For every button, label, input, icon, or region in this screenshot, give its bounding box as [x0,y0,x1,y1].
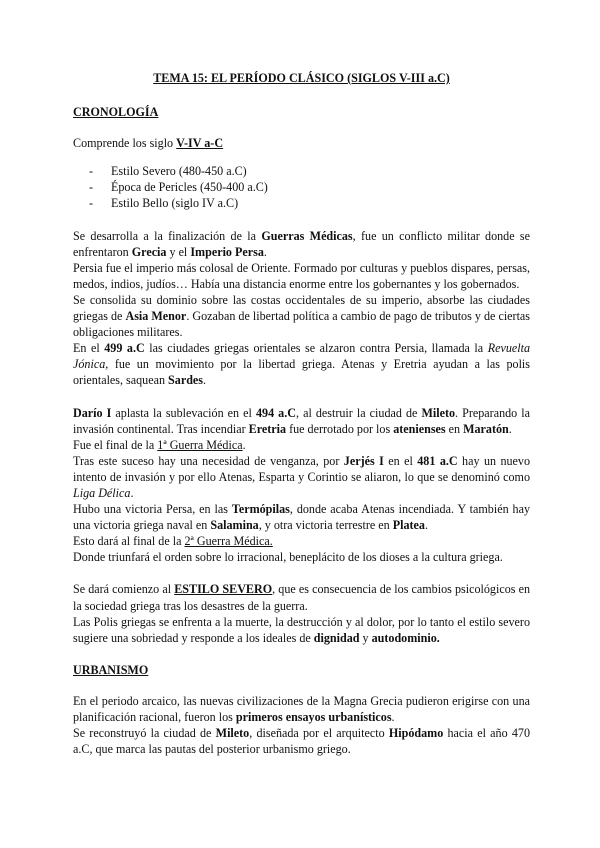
paragraph: Hubo una victoria Persa, en las Termópilas, donde acaba Atenas incendiada. Y también hay una victoria griega naval en Salamina, y otra victoria terrestre en Platea. [73,502,530,533]
paragraph: Darío I aplasta la sublevación en el 494 a.C, al destruir la ciudad de Mileto. Preparando la invasión continental. Tras incendiar Eretria fue derrotado por los atenienses en Maratón. [73,405,531,436]
paragraph: En el periodo arcaico, las nuevas civilizaciones de la Magna Grecia pudieron erigirse con una planificación racional, fueron los primeros ensayos urbanísticos. [73,693,530,724]
paragraph: Tras este suceso hay una necesidad de venganza, por Jerjés I en el 481 a.C hay un nuevo intento de invasión y por ello Atenas, Esparta y Corintio se aliaron, lo que se denominó como Liga Délica. [73,453,531,500]
paragraph: Se reconstruyó la ciudad de Mileto, diseñada por el arquitecto Hipódamo hacia el año 470 a.C, que marca las pautas del posterior urbanismo griego. [73,726,531,757]
intro-paragraph: Comprende los siglo V-IV a-C [73,136,224,151]
list-item: - Estilo Severo (480-450 a.C) [89,164,247,179]
paragraph: Persia fue el imperio más colosal de Oriente. Formado por culturas y pueblos dispares, persas, medos, indios, judíos… Había una distancia enorme entre los gobernantes y los gobernados. [73,260,530,291]
paragraph: Se dará comienzo al ESTILO SEVERO, que es consecuencia de los cambios psicológicos en la sociedad griega tras los desastres de la guerra. [73,582,530,613]
paragraph: Esto dará al final de la 2ª Guerra Médica. [73,534,273,549]
heading-urbanismo: URBANISMO [73,662,149,677]
list-item: - Estilo Bello (siglo IV a.C) [89,196,239,211]
heading-cronologia: CRONOLOGÍA [73,105,159,120]
paragraph: Se consolida su dominio sobre las costas occidentales de su imperio, absorbe las ciudades griegas de Asia Menor. Gozaban de libertad política a cambio de pago de tributos y de ciertas obligaciones militares. [73,292,531,340]
paragraph: Las Polis griegas se enfrenta a la muerte, la destrucción y al dolor, por lo tanto el estilo severo sugiere una sobriedad y responde a los ideales de dignidad y autodominio. [73,614,530,645]
period-list [73,163,530,211]
list-item: - Época de Pericles (450-400 a.C) [89,180,268,195]
document-title: TEMA 15: EL PERÍODO CLÁSICO (SIGLOS V-III a.C) [153,71,450,85]
paragraph: En el 499 a.C las ciudades griegas orientales se alzaron contra Persia, llamada la Revuelta Jónica, fue un movimiento por la libertad griega. Atenas y Eretria ayudan a las polis orientales, saquean Sardes. [73,341,531,388]
paragraph: Se desarrolla a la finalización de la Guerras Médicas, fue un conflicto militar donde se enfrentaron Grecia y el Imperio Persa. [73,228,530,259]
paragraph: Donde triunfará el orden sobre lo irracional, beneplácito de los dioses a la cultura griega. [73,550,503,565]
paragraph: Fue el final de la 1ª Guerra Médica. [73,437,246,452]
